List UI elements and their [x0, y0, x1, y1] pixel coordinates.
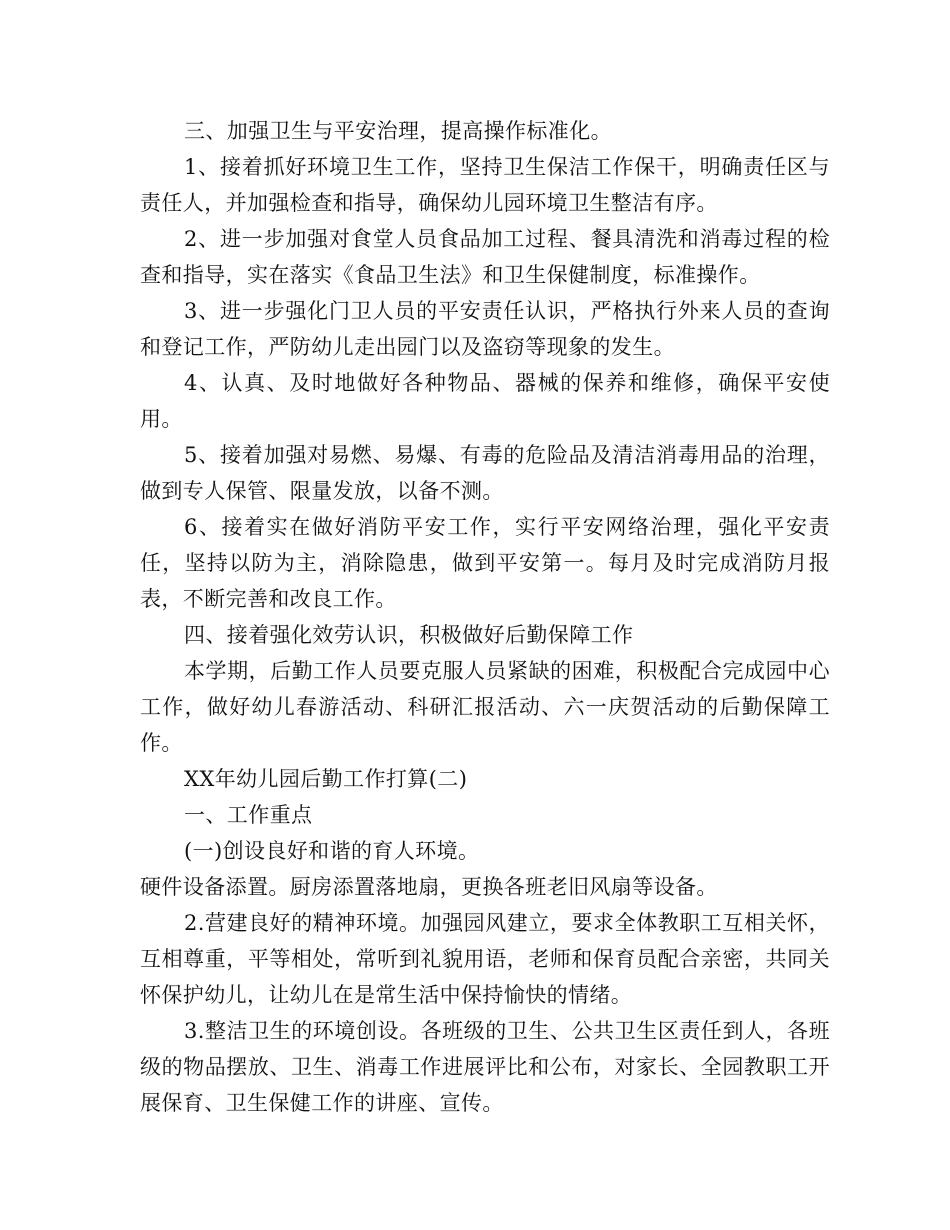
paragraph-spirit-environment: 2.营建良好的精神环境。加强园风建立，要求全体教职工互相关怀，互相尊重，平等相处，常听到礼貌用语，老师和保育员配合亲密，共同关怀保护幼儿，让幼儿在是常生活中保持愉快的情绪。	[140, 911, 830, 1007]
paragraph-item-4: 4、认真、及时地做好各种物品、器械的保养和维修，确保平安使用。	[140, 371, 830, 431]
paragraph-item-2: 2、进一步加强对食堂人员食品加工过程、餐具清洗和消毒过程的检查和指导，实在落实《食品卫生法》和卫生保健制度，标准操作。	[140, 227, 830, 287]
paragraph-item-3: 3、进一步强化门卫人员的平安责任认识，严格执行外来人员的查询和登记工作，严防幼儿走出园门以及盗窃等现象的发生。	[140, 299, 830, 359]
document-subtitle: XX年幼儿园后勤工作打算(二)	[184, 767, 468, 791]
paragraph-hardware: 硬件设备添置。厨房添置落地扇，更换各班老旧风扇等设备。	[140, 875, 718, 899]
section-heading-3: 三、加强卫生与平安治理，提高操作标准化。	[184, 119, 612, 143]
paragraph-item-5: 5、接着加强对易燃、易爆、有毒的危险品及清洁消毒用品的治理，做到专人保管、限量发放，以备不测。	[140, 443, 830, 503]
paragraph-hygiene-environment: 3.整洁卫生的环境创设。各班级的卫生、公共卫生区责任到人，各班级的物品摆放、卫生、消毒工作进展评比和公布，对家长、全园教职工开展保育、卫生保健工作的讲座、宣传。	[140, 1019, 830, 1115]
document-body	[140, 113, 830, 1121]
paragraph-item-1: 1、接着抓好环境卫生工作，坚持卫生保洁工作保干，明确责任区与责任人，并加强检查和指导，确保幼儿园环境卫生整洁有序。	[140, 155, 830, 215]
section-heading-work-focus: 一、工作重点	[184, 803, 313, 827]
section-heading-4: 四、接着强化效劳认识，积极做好后勤保障工作	[184, 623, 634, 647]
paragraph-semester: 本学期，后勤工作人员要克服人员紧缺的困难，积极配合完成园中心工作，做好幼儿春游活动、科研汇报活动、六一庆贺活动的后勤保障工作。	[140, 659, 830, 755]
paragraph-item-6: 6、接着实在做好消防平安工作，实行平安网络治理，强化平安责任，坚持以防为主，消除隐患，做到平安第一。每月及时完成消防月报表，不断完善和改良工作。	[140, 515, 830, 611]
subsection-heading-1: (一)创设良好和谐的育人环境。	[184, 839, 480, 863]
